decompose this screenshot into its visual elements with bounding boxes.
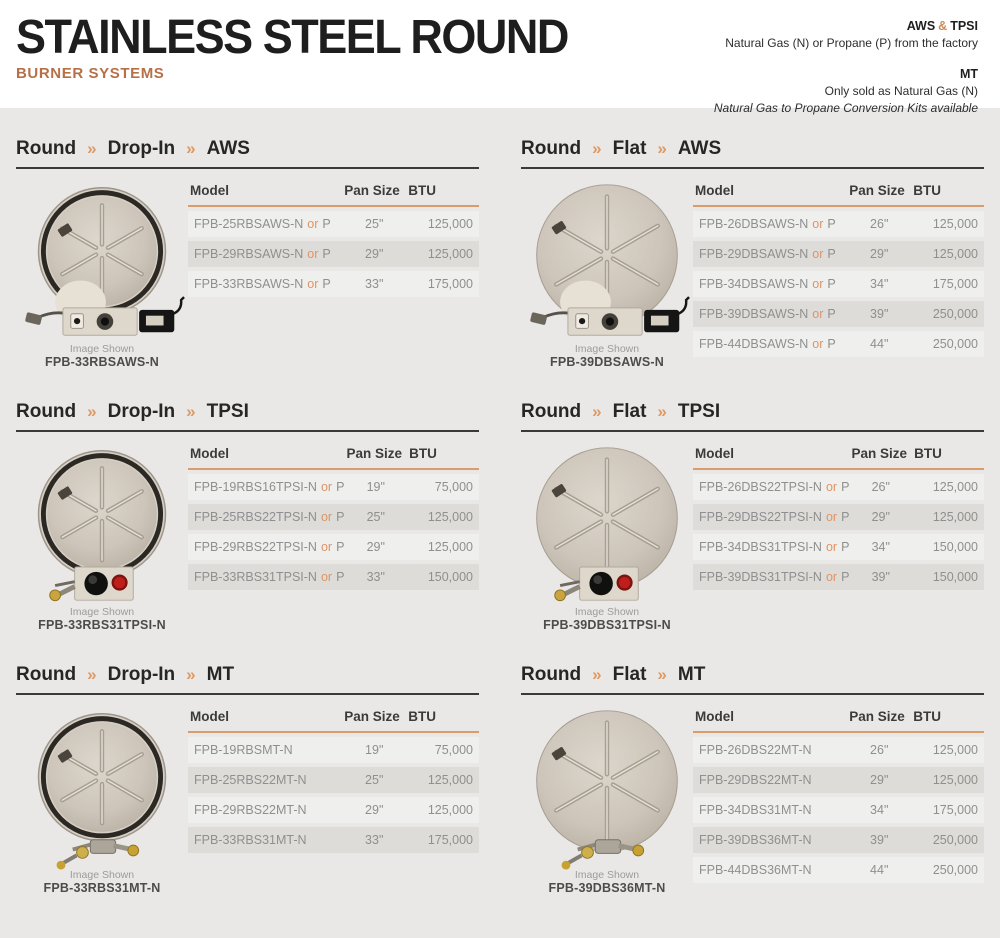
breadcrumb-item: Round: [16, 664, 77, 685]
btu-cell: 250,000: [911, 827, 984, 853]
product-figure: [16, 175, 188, 369]
table-row: [693, 827, 984, 853]
image-shown-label: Image Shown: [574, 343, 640, 355]
breadcrumb: [521, 138, 984, 169]
burner-product-image: [16, 701, 188, 873]
model-cell: [188, 797, 342, 823]
column-header: Pan Size: [342, 181, 406, 207]
btu-cell: 125,000: [407, 534, 479, 560]
pan-size-cell: 34": [847, 797, 911, 823]
product-section: [521, 138, 984, 369]
or-label: or: [307, 217, 319, 231]
table-row: [188, 827, 479, 853]
model-number: FPB-39DBS31TPSI-N: [699, 570, 822, 584]
page-subtitle: BURNER SYSTEMS: [16, 65, 165, 82]
table-row: [188, 504, 479, 530]
page-header: [0, 0, 1000, 116]
breadcrumb: [521, 664, 984, 695]
btu-cell: 250,000: [911, 857, 984, 883]
breadcrumb: [16, 138, 479, 169]
pan-size-cell: 29": [847, 767, 911, 793]
column-header: Model: [693, 181, 847, 207]
pan-size-cell: 25": [342, 767, 406, 793]
chevron-icon: »: [657, 665, 667, 684]
pan-size-cell: 33": [344, 564, 407, 590]
header-row: [693, 444, 984, 470]
model-number: FPB-26DBS22TPSI-N: [699, 480, 822, 494]
btu-cell: 125,000: [911, 767, 984, 793]
model-number: FPB-25RBS22MT-N: [194, 773, 307, 787]
column-header: Model: [693, 444, 849, 470]
or-label: or: [825, 510, 838, 524]
breadcrumb: [521, 401, 984, 432]
propane-option-label: P: [336, 510, 345, 524]
product-section: [521, 401, 984, 632]
model-number: FPB-39DBSAWS-N: [699, 307, 809, 321]
pan-size-cell: 29": [849, 504, 912, 530]
table-row: [693, 857, 984, 883]
model-number: FPB-29RBS22TPSI-N: [194, 540, 317, 554]
breadcrumb-item: Flat: [612, 401, 647, 422]
model-cell: [693, 271, 847, 297]
model-cell: [693, 797, 847, 823]
btu-cell: 125,000: [407, 504, 479, 530]
model-cell: [188, 271, 342, 297]
chevron-icon: »: [592, 665, 602, 684]
pan-size-cell: 34": [849, 534, 912, 560]
pan-size-cell: 39": [847, 827, 911, 853]
title-block: [16, 8, 568, 108]
image-shown-label: Image Shown: [69, 343, 135, 355]
breadcrumb-item: Drop-In: [107, 138, 176, 159]
mt-description: Only sold as Natural Gas (N): [824, 83, 978, 98]
btu-cell: 75,000: [407, 474, 479, 500]
column-header: BTU: [406, 707, 479, 733]
spec-table-body: [693, 474, 984, 590]
pan-size-cell: 26": [847, 737, 911, 763]
model-number: FPB-25RBSAWS-N: [194, 217, 304, 231]
pan-size-cell: 44": [847, 857, 911, 883]
breadcrumb-item: MT: [206, 664, 235, 685]
btu-cell: 175,000: [406, 271, 479, 297]
table-row: [693, 534, 984, 560]
product-section: [16, 138, 479, 369]
model-cell: [693, 737, 847, 763]
propane-option-label: P: [322, 277, 331, 291]
burner-product-image: [521, 701, 693, 873]
table-row: [188, 534, 479, 560]
column-header: Pan Size: [344, 444, 407, 470]
btu-cell: 250,000: [911, 301, 984, 327]
section-content: [16, 438, 479, 632]
btu-cell: 150,000: [912, 534, 984, 560]
breadcrumb-item: TPSI: [206, 401, 249, 422]
pan-size-cell: 25": [344, 504, 407, 530]
model-cell: [693, 301, 847, 327]
model-number: FPB-19RBS16TPSI-N: [194, 480, 317, 494]
gas-info-block: [713, 12, 978, 116]
breadcrumb-item: MT: [677, 664, 706, 685]
btu-cell: 175,000: [911, 271, 984, 297]
table-row: [188, 271, 479, 297]
image-shown-label: Image Shown: [69, 606, 135, 618]
model-cell: [693, 241, 847, 267]
propane-option-label: P: [827, 337, 836, 351]
breadcrumb-item: Round: [521, 664, 582, 685]
btu-cell: 125,000: [406, 241, 479, 267]
column-header: BTU: [912, 444, 984, 470]
column-header: BTU: [406, 181, 479, 207]
model-cell: [693, 211, 847, 237]
model-number: FPB-26DBS22MT-N: [699, 743, 812, 757]
aws-tpsi-heading: [714, 17, 978, 35]
pan-size-cell: 26": [849, 474, 912, 500]
product-figure: [16, 701, 188, 895]
breadcrumb-item: Round: [16, 138, 77, 159]
btu-cell: 175,000: [406, 827, 479, 853]
spec-table-body: [188, 211, 479, 297]
image-caption-model: FPB-33RBSAWS-N: [45, 355, 159, 369]
header-row: [693, 707, 984, 733]
model-number: FPB-29RBSAWS-N: [194, 247, 304, 261]
image-caption: [521, 343, 693, 369]
aws-label: AWS: [906, 19, 936, 33]
table-row: [693, 564, 984, 590]
btu-cell: 250,000: [911, 331, 984, 357]
pan-size-cell: 25": [342, 211, 406, 237]
pan-size-cell: 19": [344, 474, 407, 500]
product-figure: [521, 701, 693, 895]
pan-size-cell: 44": [847, 331, 911, 357]
image-caption-model: FPB-33RBS31TPSI-N: [38, 618, 166, 632]
section-content: [16, 175, 479, 369]
aws-tpsi-description: Natural Gas (N) or Propane (P) from the factory: [725, 36, 978, 51]
or-label: or: [320, 570, 333, 584]
model-cell: [188, 534, 344, 560]
propane-option-label: P: [827, 307, 836, 321]
pan-size-cell: 34": [847, 271, 911, 297]
or-label: or: [320, 540, 333, 554]
product-section: [16, 401, 479, 632]
breadcrumb-item: Drop-In: [107, 401, 176, 422]
model-cell: [188, 504, 344, 530]
ampersand: &: [938, 19, 948, 33]
table-row: [693, 767, 984, 793]
column-header: BTU: [911, 707, 984, 733]
pan-size-cell: 33": [342, 827, 406, 853]
table-row: [693, 271, 984, 297]
table-row: [693, 211, 984, 237]
burner-product-image: [16, 175, 188, 347]
model-number: FPB-33RBS31TPSI-N: [194, 570, 317, 584]
breadcrumb-item: Round: [521, 401, 582, 422]
propane-option-label: P: [827, 217, 836, 231]
header-row: [693, 181, 984, 207]
table-row: [188, 797, 479, 823]
or-label: or: [320, 480, 333, 494]
table-row: [693, 504, 984, 530]
sections-grid: [0, 108, 1000, 895]
breadcrumb-item: Drop-In: [107, 664, 176, 685]
or-label: or: [825, 540, 838, 554]
image-caption: [521, 606, 693, 632]
column-header: Model: [188, 181, 342, 207]
model-number: FPB-29RBS22MT-N: [194, 803, 307, 817]
model-cell: [693, 331, 847, 357]
image-shown-label: Image Shown: [69, 869, 135, 881]
image-shown-label: Image Shown: [574, 606, 640, 618]
spec-table-body: [188, 737, 479, 853]
model-cell: [693, 564, 849, 590]
model-cell: [693, 857, 847, 883]
image-caption-model: FPB-33RBS31MT-N: [43, 881, 161, 895]
chevron-icon: »: [87, 665, 97, 684]
breadcrumb-item: AWS: [677, 138, 722, 159]
header-row: [188, 707, 479, 733]
model-number: FPB-39DBS36MT-N: [699, 833, 812, 847]
table-row: [188, 564, 479, 590]
product-figure: [16, 438, 188, 632]
section-content: [521, 438, 984, 632]
spec-table-body: [693, 737, 984, 883]
image-caption: [521, 869, 693, 895]
model-cell: [188, 474, 344, 500]
breadcrumb-item: Round: [521, 138, 582, 159]
chevron-icon: »: [87, 402, 97, 421]
model-cell: [693, 474, 849, 500]
chevron-icon: »: [186, 139, 196, 158]
chevron-icon: »: [657, 402, 667, 421]
header-row: [188, 444, 479, 470]
table-row: [188, 767, 479, 793]
btu-cell: 75,000: [406, 737, 479, 763]
table-row: [188, 474, 479, 500]
model-number: FPB-44DBS36MT-N: [699, 863, 812, 877]
propane-option-label: P: [336, 570, 345, 584]
or-label: or: [825, 480, 838, 494]
btu-cell: 125,000: [911, 211, 984, 237]
propane-option-label: P: [322, 247, 331, 261]
btu-cell: 125,000: [406, 767, 479, 793]
model-number: FPB-34DBSAWS-N: [699, 277, 809, 291]
or-label: or: [812, 217, 824, 231]
pan-size-cell: 26": [847, 211, 911, 237]
pan-size-cell: 19": [342, 737, 406, 763]
or-label: or: [825, 570, 838, 584]
spec-table-body: [693, 211, 984, 357]
or-label: or: [320, 510, 333, 524]
column-header: Model: [188, 707, 342, 733]
breadcrumb: [16, 664, 479, 695]
section-content: [16, 701, 479, 895]
pan-size-cell: 29": [847, 241, 911, 267]
btu-cell: 125,000: [912, 504, 984, 530]
model-number: FPB-29DBS22MT-N: [699, 773, 812, 787]
chevron-icon: »: [592, 402, 602, 421]
burner-product-image: [521, 438, 693, 610]
model-cell: [693, 534, 849, 560]
breadcrumb-item: Round: [16, 401, 77, 422]
image-caption: [16, 343, 188, 369]
chevron-icon: »: [186, 402, 196, 421]
table-row: [693, 474, 984, 500]
model-cell: [188, 211, 342, 237]
table-row: [693, 331, 984, 357]
btu-cell: 125,000: [912, 474, 984, 500]
spec-table: [188, 177, 479, 301]
column-header: Model: [693, 707, 847, 733]
image-caption-model: FPB-39DBSAWS-N: [550, 355, 664, 369]
or-label: or: [812, 277, 824, 291]
model-number: FPB-29DBSAWS-N: [699, 247, 809, 261]
column-header: Model: [188, 444, 344, 470]
burner-product-image: [16, 438, 188, 610]
breadcrumb-item: Flat: [612, 664, 647, 685]
table-row: [188, 211, 479, 237]
model-cell: [693, 827, 847, 853]
pan-size-cell: 33": [342, 271, 406, 297]
or-label: or: [812, 307, 824, 321]
model-cell: [188, 737, 342, 763]
propane-option-label: P: [841, 540, 850, 554]
image-caption-model: FPB-39DBS36MT-N: [548, 881, 666, 895]
table-row: [188, 241, 479, 267]
propane-option-label: P: [841, 480, 850, 494]
column-header: Pan Size: [342, 707, 406, 733]
propane-option-label: P: [827, 277, 836, 291]
section-content: [521, 175, 984, 369]
model-cell: [693, 767, 847, 793]
table-row: [693, 797, 984, 823]
table-row: [693, 241, 984, 267]
model-number: FPB-33RBS31MT-N: [194, 833, 307, 847]
propane-option-label: P: [336, 540, 345, 554]
column-header: Pan Size: [849, 444, 912, 470]
spec-table: [693, 177, 984, 361]
or-label: or: [812, 337, 824, 351]
btu-cell: 125,000: [406, 211, 479, 237]
or-label: or: [307, 277, 319, 291]
pan-size-cell: 39": [847, 301, 911, 327]
chevron-icon: »: [87, 139, 97, 158]
breadcrumb-item: AWS: [206, 138, 250, 159]
btu-cell: 175,000: [911, 797, 984, 823]
breadcrumb-item: TPSI: [677, 401, 721, 422]
spec-table: [693, 440, 984, 594]
propane-option-label: P: [336, 480, 345, 494]
propane-option-label: P: [841, 570, 850, 584]
table-row: [693, 301, 984, 327]
spec-table: [188, 440, 479, 594]
section-content: [521, 701, 984, 895]
btu-cell: 125,000: [911, 737, 984, 763]
mt-heading: MT: [959, 66, 978, 81]
model-cell: [188, 564, 344, 590]
product-figure: [521, 438, 693, 632]
model-number: FPB-33RBSAWS-N: [194, 277, 304, 291]
model-number: FPB-19RBSMT-N: [194, 743, 293, 757]
breadcrumb: [16, 401, 479, 432]
product-section: [521, 664, 984, 895]
breadcrumb-item: Flat: [612, 138, 647, 159]
spec-table: [188, 703, 479, 857]
or-label: or: [307, 247, 319, 261]
table-row: [188, 737, 479, 763]
column-header: BTU: [911, 181, 984, 207]
table-row: [693, 737, 984, 763]
chevron-icon: »: [186, 665, 196, 684]
conversion-kit-note: Natural Gas to Propane Conversion Kits available: [713, 101, 978, 116]
header-row: [188, 181, 479, 207]
pan-size-cell: 39": [849, 564, 912, 590]
chevron-icon: »: [592, 139, 602, 158]
model-number: FPB-29DBS22TPSI-N: [699, 510, 822, 524]
tpsi-label: TPSI: [950, 19, 978, 33]
column-header: Pan Size: [847, 707, 911, 733]
image-caption: [16, 869, 188, 895]
page-title: STAINLESS STEEL ROUND: [16, 8, 568, 64]
or-label: or: [812, 247, 824, 261]
model-number: FPB-25RBS22TPSI-N: [194, 510, 317, 524]
model-cell: [188, 767, 342, 793]
image-caption-model: FPB-39DBS31TPSI-N: [543, 618, 671, 632]
product-section: [16, 664, 479, 895]
model-number: FPB-44DBSAWS-N: [699, 337, 809, 351]
btu-cell: 125,000: [406, 797, 479, 823]
propane-option-label: P: [841, 510, 850, 524]
spec-table-body: [188, 474, 479, 590]
column-header: BTU: [407, 444, 479, 470]
model-number: FPB-34DBS31TPSI-N: [699, 540, 822, 554]
btu-cell: 150,000: [912, 564, 984, 590]
propane-option-label: P: [322, 217, 331, 231]
model-cell: [693, 504, 849, 530]
product-figure: [521, 175, 693, 369]
model-cell: [188, 827, 342, 853]
chevron-icon: »: [657, 139, 667, 158]
image-caption: [16, 606, 188, 632]
model-number: FPB-34DBS31MT-N: [699, 803, 812, 817]
pan-size-cell: 29": [342, 797, 406, 823]
model-number: FPB-26DBSAWS-N: [699, 217, 809, 231]
btu-cell: 125,000: [911, 241, 984, 267]
column-header: Pan Size: [847, 181, 911, 207]
btu-cell: 150,000: [407, 564, 479, 590]
pan-size-cell: 29": [342, 241, 406, 267]
image-shown-label: Image Shown: [574, 869, 640, 881]
model-cell: [188, 241, 342, 267]
pan-size-cell: 29": [344, 534, 407, 560]
spec-table: [693, 703, 984, 887]
burner-product-image: [521, 175, 693, 347]
propane-option-label: P: [827, 247, 836, 261]
